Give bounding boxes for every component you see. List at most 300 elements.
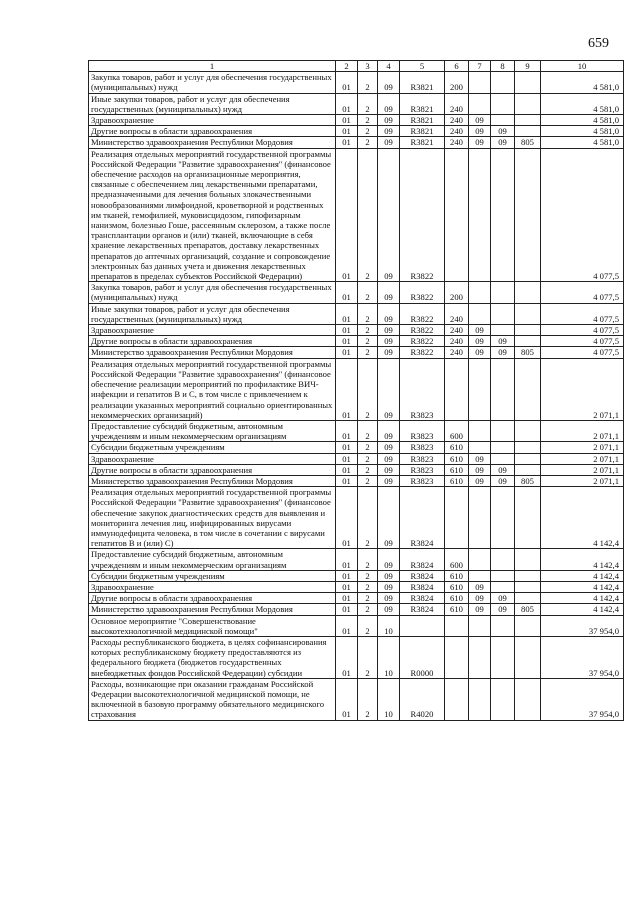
row-description: Здравоохранение	[89, 581, 336, 592]
col-header: 2	[336, 61, 358, 72]
cell-c6: 240	[445, 93, 469, 114]
cell-c7	[469, 93, 491, 114]
table-row	[89, 303, 624, 324]
table-row	[89, 137, 624, 148]
cell-c2: 01	[336, 549, 358, 570]
cell-c8	[491, 442, 515, 453]
cell-c10: 37 954,0	[541, 678, 624, 720]
cell-c6	[445, 358, 469, 420]
cell-c5: R3824	[400, 570, 445, 581]
cell-c7	[469, 148, 491, 282]
cell-c9	[515, 615, 541, 636]
cell-c5: R3821	[400, 72, 445, 93]
cell-c4: 09	[378, 358, 400, 420]
cell-c7: 09	[469, 126, 491, 137]
cell-c3: 2	[358, 678, 378, 720]
col-header: 3	[358, 61, 378, 72]
cell-c3: 2	[358, 604, 378, 615]
cell-c7	[469, 615, 491, 636]
cell-c2: 01	[336, 325, 358, 336]
cell-c4: 09	[378, 581, 400, 592]
cell-c7	[469, 549, 491, 570]
cell-c3: 2	[358, 148, 378, 282]
cell-c9	[515, 593, 541, 604]
row-description: Другие вопросы в области здравоохранения	[89, 126, 336, 137]
header-row	[89, 61, 624, 72]
cell-c9	[515, 442, 541, 453]
cell-c9	[515, 487, 541, 549]
cell-c8	[491, 581, 515, 592]
cell-c8	[491, 570, 515, 581]
cell-c9	[515, 636, 541, 678]
row-description: Иные закупки товаров, работ и услуг для обеспечения государственных (муниципальных) нужд	[89, 93, 336, 114]
cell-c2: 01	[336, 282, 358, 303]
col-header: 6	[445, 61, 469, 72]
cell-c7	[469, 570, 491, 581]
cell-c7: 09	[469, 593, 491, 604]
col-header: 9	[515, 61, 541, 72]
cell-c9	[515, 115, 541, 126]
cell-c7	[469, 72, 491, 93]
cell-c8	[491, 115, 515, 126]
cell-c8	[491, 325, 515, 336]
cell-c2: 01	[336, 303, 358, 324]
cell-c10: 4 581,0	[541, 115, 624, 126]
cell-c4: 09	[378, 115, 400, 126]
cell-c8	[491, 549, 515, 570]
cell-c2: 01	[336, 570, 358, 581]
cell-c10: 4 142,4	[541, 581, 624, 592]
cell-c4: 09	[378, 336, 400, 347]
cell-c5: R3824	[400, 487, 445, 549]
cell-c3: 2	[358, 137, 378, 148]
cell-c10: 4 077,5	[541, 282, 624, 303]
table-row	[89, 126, 624, 137]
table-row	[89, 615, 624, 636]
table-row	[89, 487, 624, 549]
cell-c3: 2	[358, 358, 378, 420]
table-row	[89, 442, 624, 453]
cell-c6: 610	[445, 442, 469, 453]
cell-c4: 10	[378, 678, 400, 720]
cell-c8	[491, 148, 515, 282]
row-description: Субсидии бюджетным учреждениям	[89, 442, 336, 453]
cell-c3: 2	[358, 282, 378, 303]
cell-c7: 09	[469, 336, 491, 347]
cell-c4: 09	[378, 72, 400, 93]
cell-c3: 2	[358, 636, 378, 678]
row-description: Другие вопросы в области здравоохранения	[89, 593, 336, 604]
cell-c3: 2	[358, 453, 378, 464]
cell-c3: 2	[358, 126, 378, 137]
cell-c9: 805	[515, 137, 541, 148]
cell-c10: 2 071,1	[541, 453, 624, 464]
cell-c2: 01	[336, 487, 358, 549]
table-row	[89, 581, 624, 592]
cell-c9	[515, 549, 541, 570]
cell-c6: 610	[445, 581, 469, 592]
cell-c3: 2	[358, 420, 378, 441]
cell-c9	[515, 570, 541, 581]
cell-c8	[491, 453, 515, 464]
cell-c9	[515, 126, 541, 137]
table-row	[89, 336, 624, 347]
cell-c10: 2 071,1	[541, 420, 624, 441]
cell-c3: 2	[358, 303, 378, 324]
cell-c5: R3824	[400, 604, 445, 615]
cell-c6: 610	[445, 593, 469, 604]
cell-c2: 01	[336, 593, 358, 604]
table-row	[89, 358, 624, 420]
cell-c2: 01	[336, 358, 358, 420]
cell-c6: 200	[445, 282, 469, 303]
cell-c7	[469, 678, 491, 720]
cell-c10: 4 581,0	[541, 93, 624, 114]
col-header: 8	[491, 61, 515, 72]
cell-c2: 01	[336, 137, 358, 148]
cell-c6: 610	[445, 570, 469, 581]
cell-c3: 2	[358, 487, 378, 549]
row-description: Другие вопросы в области здравоохранения	[89, 336, 336, 347]
cell-c9	[515, 420, 541, 441]
cell-c6	[445, 487, 469, 549]
row-description: Другие вопросы в области здравоохранения	[89, 464, 336, 475]
cell-c6: 240	[445, 126, 469, 137]
table-row	[89, 148, 624, 282]
cell-c7: 09	[469, 581, 491, 592]
table-row	[89, 475, 624, 486]
cell-c10: 4 077,5	[541, 347, 624, 358]
cell-c8	[491, 487, 515, 549]
cell-c2: 01	[336, 581, 358, 592]
cell-c5: R3823	[400, 442, 445, 453]
cell-c9	[515, 358, 541, 420]
cell-c8: 09	[491, 593, 515, 604]
cell-c4: 09	[378, 347, 400, 358]
cell-c9	[515, 464, 541, 475]
cell-c8	[491, 678, 515, 720]
cell-c9	[515, 303, 541, 324]
cell-c5: R0000	[400, 636, 445, 678]
cell-c10: 4 142,4	[541, 593, 624, 604]
cell-c7	[469, 487, 491, 549]
cell-c2: 01	[336, 148, 358, 282]
cell-c2: 01	[336, 475, 358, 486]
cell-c10: 4 077,5	[541, 325, 624, 336]
table-row	[89, 636, 624, 678]
cell-c4: 09	[378, 126, 400, 137]
cell-c7	[469, 636, 491, 678]
cell-c7	[469, 420, 491, 441]
table-row	[89, 93, 624, 114]
cell-c3: 2	[358, 93, 378, 114]
cell-c6: 240	[445, 325, 469, 336]
cell-c10: 4 581,0	[541, 126, 624, 137]
cell-c6: 240	[445, 336, 469, 347]
cell-c4: 09	[378, 570, 400, 581]
cell-c6	[445, 678, 469, 720]
cell-c6: 240	[445, 115, 469, 126]
cell-c4: 09	[378, 325, 400, 336]
cell-c2: 01	[336, 604, 358, 615]
cell-c5: R3821	[400, 137, 445, 148]
table-row	[89, 325, 624, 336]
cell-c2: 01	[336, 336, 358, 347]
cell-c6: 240	[445, 137, 469, 148]
cell-c7: 09	[469, 453, 491, 464]
table-row	[89, 420, 624, 441]
cell-c4: 09	[378, 453, 400, 464]
cell-c5: R3822	[400, 325, 445, 336]
cell-c4: 09	[378, 303, 400, 324]
table-row	[89, 453, 624, 464]
table-body	[89, 72, 624, 720]
cell-c3: 2	[358, 325, 378, 336]
cell-c5: R3823	[400, 358, 445, 420]
cell-c4: 09	[378, 487, 400, 549]
table-row	[89, 678, 624, 720]
cell-c8: 09	[491, 137, 515, 148]
cell-c9	[515, 336, 541, 347]
cell-c6: 610	[445, 604, 469, 615]
cell-c9: 805	[515, 475, 541, 486]
cell-c2: 01	[336, 636, 358, 678]
cell-c8	[491, 358, 515, 420]
cell-c3: 2	[358, 475, 378, 486]
cell-c8	[491, 615, 515, 636]
cell-c5: R3824	[400, 549, 445, 570]
cell-c7: 09	[469, 137, 491, 148]
cell-c8: 09	[491, 464, 515, 475]
table-row	[89, 549, 624, 570]
cell-c4: 10	[378, 636, 400, 678]
cell-c10: 4 581,0	[541, 72, 624, 93]
cell-c3: 2	[358, 72, 378, 93]
cell-c5: R3823	[400, 464, 445, 475]
row-description: Министерство здравоохранения Республики Мордовия	[89, 604, 336, 615]
cell-c7	[469, 282, 491, 303]
cell-c9	[515, 282, 541, 303]
cell-c9	[515, 678, 541, 720]
cell-c7: 09	[469, 347, 491, 358]
row-description: Предоставление субсидий бюджетным, автономным учреждениям и иным некоммерческим организациям	[89, 549, 336, 570]
cell-c5: R3823	[400, 453, 445, 464]
cell-c4: 09	[378, 442, 400, 453]
row-description: Реализация отдельных мероприятий государственной программы Российской Федерации "Развитие здравоохранения" (финансовое обеспечение закупок диагностических средств для выявления и мониторинга лечения лиц, инфицированных вирусами иммунодефицита человека, в том числе в сочетании с вирусами гепатитов В и (или) С)	[89, 487, 336, 549]
cell-c4: 09	[378, 604, 400, 615]
row-description: Министерство здравоохранения Республики Мордовия	[89, 347, 336, 358]
cell-c7: 09	[469, 325, 491, 336]
cell-c8: 09	[491, 126, 515, 137]
cell-c4: 09	[378, 593, 400, 604]
cell-c5: R3823	[400, 420, 445, 441]
row-description: Реализация отдельных мероприятий государственной программы Российской Федерации "Развитие здравоохранения" (финансовое обеспечение расходов на организационные мероприятия, связанные с обеспечением лиц лекарственными препаратами, предназначенными для лечения больных злокачественными новообразованиями лимфоидной, кроветворной и родственных им тканей, гемофилией, муковисцидозом, гипофизарным нанизмом, болезнью Гоше, рассеянным склерозом, а также после трансплантации органов и (или) тканей, включающие в себя хранение лекарственных препаратов, доставку лекарственных препаратов до аптечных организаций, создание и сопровождение электронных баз данных учета и движения лекарственных препаратов в пределах субъектов Российской Федерации)	[89, 148, 336, 282]
cell-c4: 09	[378, 93, 400, 114]
cell-c10: 4 077,5	[541, 148, 624, 282]
cell-c8: 09	[491, 475, 515, 486]
cell-c2: 01	[336, 347, 358, 358]
cell-c4: 09	[378, 137, 400, 148]
cell-c4: 10	[378, 615, 400, 636]
cell-c2: 01	[336, 93, 358, 114]
row-description: Реализация отдельных мероприятий государственной программы Российской Федерации "Развитие здравоохранения" (финансовое обеспечение реализации мероприятий по профилактике ВИЧ-инфекции и гепатитов В и С, в том числе с привлечением к реализации указанных мероприятий социально ориентированных некоммерческих организаций)	[89, 358, 336, 420]
cell-c9	[515, 93, 541, 114]
cell-c3: 2	[358, 115, 378, 126]
cell-c5: R3824	[400, 593, 445, 604]
cell-c5	[400, 615, 445, 636]
cell-c5: R3822	[400, 347, 445, 358]
cell-c3: 2	[358, 593, 378, 604]
cell-c2: 01	[336, 442, 358, 453]
cell-c9: 805	[515, 347, 541, 358]
cell-c3: 2	[358, 336, 378, 347]
table-row	[89, 282, 624, 303]
cell-c5: R3821	[400, 115, 445, 126]
cell-c2: 01	[336, 678, 358, 720]
cell-c2: 01	[336, 453, 358, 464]
cell-c5: R4020	[400, 678, 445, 720]
col-header: 1	[89, 61, 336, 72]
col-header: 4	[378, 61, 400, 72]
cell-c6: 610	[445, 475, 469, 486]
table-row	[89, 347, 624, 358]
cell-c8: 09	[491, 604, 515, 615]
budget-table	[88, 60, 624, 721]
row-description: Предоставление субсидий бюджетным, автономным учреждениям и иным некоммерческим организациям	[89, 420, 336, 441]
table-row	[89, 604, 624, 615]
cell-c7	[469, 358, 491, 420]
cell-c7: 09	[469, 475, 491, 486]
row-description: Здравоохранение	[89, 325, 336, 336]
cell-c6	[445, 636, 469, 678]
cell-c10: 2 071,1	[541, 442, 624, 453]
cell-c8: 09	[491, 347, 515, 358]
row-description: Закупка товаров, работ и услуг для обеспечения государственных (муниципальных) нужд	[89, 282, 336, 303]
cell-c2: 01	[336, 615, 358, 636]
cell-c10: 2 071,1	[541, 464, 624, 475]
cell-c5: R3822	[400, 303, 445, 324]
cell-c5: R3822	[400, 282, 445, 303]
cell-c5: R3821	[400, 126, 445, 137]
cell-c2: 01	[336, 72, 358, 93]
cell-c8	[491, 303, 515, 324]
cell-c2: 01	[336, 126, 358, 137]
row-description: Расходы республиканского бюджета, в целях софинансирования которых республиканскому бюджету предоставляются из федерального бюджета (бюджетов государственных внебюджетных фондов Российской Федерации) субсидии	[89, 636, 336, 678]
cell-c6: 240	[445, 347, 469, 358]
row-description: Субсидии бюджетным учреждениям	[89, 570, 336, 581]
cell-c8: 09	[491, 336, 515, 347]
cell-c6: 600	[445, 549, 469, 570]
row-description: Расходы, возникающие при оказании гражданам Российской Федерации высокотехнологичной медицинской помощи, не включенной в базовую программу обязательного медицинского страхования	[89, 678, 336, 720]
cell-c8	[491, 282, 515, 303]
row-description: Министерство здравоохранения Республики Мордовия	[89, 137, 336, 148]
cell-c5: R3822	[400, 336, 445, 347]
cell-c6: 200	[445, 72, 469, 93]
cell-c5: R3823	[400, 475, 445, 486]
cell-c3: 2	[358, 442, 378, 453]
col-header: 5	[400, 61, 445, 72]
cell-c3: 2	[358, 347, 378, 358]
cell-c7: 09	[469, 464, 491, 475]
col-header: 10	[541, 61, 624, 72]
table-row	[89, 570, 624, 581]
cell-c10: 4 142,4	[541, 604, 624, 615]
cell-c4: 09	[378, 549, 400, 570]
cell-c6	[445, 615, 469, 636]
cell-c2: 01	[336, 420, 358, 441]
cell-c10: 4 077,5	[541, 336, 624, 347]
cell-c5: R3821	[400, 93, 445, 114]
row-description: Иные закупки товаров, работ и услуг для обеспечения государственных (муниципальных) нужд	[89, 303, 336, 324]
row-description: Министерство здравоохранения Республики Мордовия	[89, 475, 336, 486]
table-row	[89, 593, 624, 604]
row-description: Здравоохранение	[89, 453, 336, 464]
cell-c4: 09	[378, 475, 400, 486]
cell-c10: 4 581,0	[541, 137, 624, 148]
table-row	[89, 464, 624, 475]
table-row	[89, 72, 624, 93]
cell-c3: 2	[358, 581, 378, 592]
row-description: Основное мероприятие "Совершенствование высокотехнологичной медицинской помощи"	[89, 615, 336, 636]
row-description: Здравоохранение	[89, 115, 336, 126]
cell-c9	[515, 453, 541, 464]
cell-c4: 09	[378, 420, 400, 441]
cell-c9	[515, 325, 541, 336]
cell-c10: 2 071,1	[541, 475, 624, 486]
cell-c10: 4 142,4	[541, 487, 624, 549]
cell-c6: 610	[445, 464, 469, 475]
table-row	[89, 115, 624, 126]
cell-c10: 37 954,0	[541, 636, 624, 678]
cell-c7: 09	[469, 604, 491, 615]
cell-c3: 2	[358, 549, 378, 570]
cell-c9	[515, 581, 541, 592]
cell-c10: 4 142,4	[541, 570, 624, 581]
cell-c7	[469, 303, 491, 324]
cell-c9	[515, 72, 541, 93]
cell-c10: 2 071,1	[541, 358, 624, 420]
cell-c7: 09	[469, 115, 491, 126]
cell-c6	[445, 148, 469, 282]
cell-c3: 2	[358, 615, 378, 636]
cell-c9: 805	[515, 604, 541, 615]
cell-c8	[491, 636, 515, 678]
cell-c5: R3822	[400, 148, 445, 282]
cell-c5: R3824	[400, 581, 445, 592]
page-number: 659	[588, 36, 609, 51]
cell-c4: 09	[378, 148, 400, 282]
cell-c6: 600	[445, 420, 469, 441]
cell-c6: 240	[445, 303, 469, 324]
cell-c10: 4 077,5	[541, 303, 624, 324]
cell-c8	[491, 420, 515, 441]
cell-c2: 01	[336, 115, 358, 126]
cell-c9	[515, 148, 541, 282]
row-description: Закупка товаров, работ и услуг для обеспечения государственных (муниципальных) нужд	[89, 72, 336, 93]
cell-c4: 09	[378, 282, 400, 303]
cell-c7	[469, 442, 491, 453]
cell-c3: 2	[358, 464, 378, 475]
cell-c3: 2	[358, 570, 378, 581]
col-header: 7	[469, 61, 491, 72]
cell-c10: 37 954,0	[541, 615, 624, 636]
cell-c2: 01	[336, 464, 358, 475]
cell-c10: 4 142,4	[541, 549, 624, 570]
cell-c4: 09	[378, 464, 400, 475]
cell-c6: 610	[445, 453, 469, 464]
cell-c8	[491, 72, 515, 93]
cell-c8	[491, 93, 515, 114]
